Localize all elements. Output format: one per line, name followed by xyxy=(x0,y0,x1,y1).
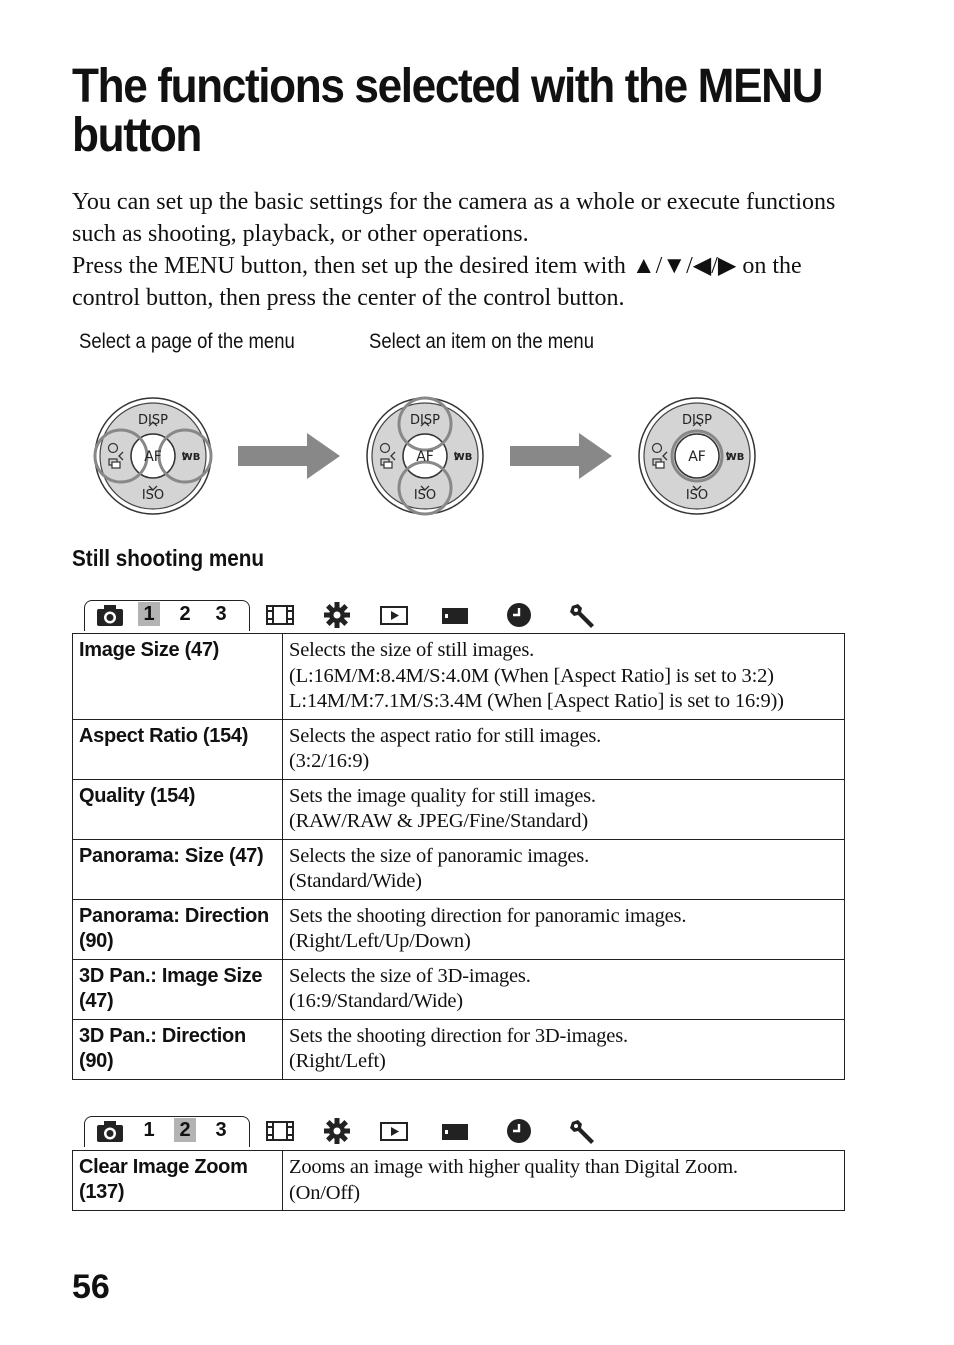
menu-item-name: Aspect Ratio (154) xyxy=(73,719,283,779)
table-row xyxy=(73,899,845,959)
dial-af-label: AF xyxy=(688,449,706,465)
menu-item-description: Sets the image quality for still images. (RAW/RAW & JPEG/Fine/Standard) xyxy=(283,779,845,839)
camera-icon xyxy=(94,1118,126,1144)
tab-page-3: 3 xyxy=(215,1119,227,1141)
table-row xyxy=(73,959,845,1019)
dial-disp-label: DISP xyxy=(682,413,712,428)
clock-icon xyxy=(504,602,534,628)
dial-wb-label: WB xyxy=(725,452,745,463)
dial-iso-label: ISO xyxy=(141,488,165,503)
arrow-right-icon xyxy=(238,433,340,479)
menu-item-description: Selects the size of 3D-images. (16:9/Standard/Wide) xyxy=(283,959,845,1019)
menu-item-name: Panorama: Size (47) xyxy=(73,839,283,899)
menu-item-name: Image Size (47) xyxy=(73,634,283,720)
arrow-right-icon xyxy=(510,433,612,479)
menu-item-name: Panorama: Direction (90) xyxy=(73,899,283,959)
tab-page-1: 1 xyxy=(143,1119,155,1141)
dial-wb-label: WB xyxy=(181,452,201,463)
menu-item-description: Sets the shooting direction for panoramic images. (Right/Left/Up/Down) xyxy=(283,899,845,959)
clock-icon xyxy=(504,1118,534,1144)
wrench-icon xyxy=(568,602,598,630)
gear-icon xyxy=(322,602,352,628)
dial-wb-label: WB xyxy=(453,452,473,463)
camera-icon xyxy=(94,602,126,628)
menu-item-description: Selects the size of panoramic images. (Standard/Wide) xyxy=(283,839,845,899)
memory-card-icon xyxy=(439,1118,471,1144)
intro-paragraph-2: Press the MENU button, then set up the desired item with ▲/▼/◀/▶ on the control button, then press the center of the control button. xyxy=(72,253,802,311)
tab-page-3: 3 xyxy=(215,603,227,625)
menu-item-description: Selects the size of still images. (L:16M/M:8.4M/S:4.0M (When [Aspect Ratio] is set to 3:2) L:14M/M:7.1M/S:3.4M (When [Aspect Ratio] is set to 16:9)) xyxy=(283,634,845,720)
page-title: The functions selected with the MENU button xyxy=(72,60,823,162)
caption-select-item: Select an item on the menu xyxy=(369,330,594,353)
dial-left-right xyxy=(95,398,211,514)
memory-card-icon xyxy=(439,602,471,628)
dial-af-label: AF xyxy=(416,449,434,465)
dial-disp-label: DISP xyxy=(410,413,440,428)
tab-page-2: 2 xyxy=(179,603,191,625)
playback-icon xyxy=(379,602,409,628)
intro-text xyxy=(72,186,862,314)
menu-item-description: Zooms an image with higher quality than Digital Zoom. (On/Off) xyxy=(283,1151,845,1211)
section-title: Still shooting menu xyxy=(72,545,265,571)
menu-item-name: 3D Pan.: Direction (90) xyxy=(73,1019,283,1079)
tab-page-1: 1 xyxy=(138,602,160,626)
gear-icon xyxy=(322,1118,352,1144)
wrench-icon xyxy=(568,1118,598,1146)
dial-af-label: AF xyxy=(144,449,162,465)
movie-icon xyxy=(264,602,296,628)
dial-center xyxy=(639,398,755,514)
table-row xyxy=(73,1019,845,1079)
menu-item-name: 3D Pan.: Image Size (47) xyxy=(73,959,283,1019)
menu-item-name: Quality (154) xyxy=(73,779,283,839)
menu-tab-bar-page-1 xyxy=(84,598,624,632)
table-row xyxy=(73,1151,845,1211)
caption-select-page: Select a page of the menu xyxy=(79,330,295,353)
menu-item-name: Clear Image Zoom (137) xyxy=(73,1151,283,1211)
table-row xyxy=(73,779,845,839)
page-number: 56 xyxy=(72,1268,110,1306)
dial-iso-label: ISO xyxy=(685,488,709,503)
still-shooting-menu-table-page-2 xyxy=(72,1150,845,1211)
menu-item-description: Selects the aspect ratio for still images. (3:2/16:9) xyxy=(283,719,845,779)
movie-icon xyxy=(264,1118,296,1144)
control-button-diagram xyxy=(80,385,770,527)
intro-paragraph-1: You can set up the basic settings for the camera as a whole or execute functions such as shooting, playback, or other operations. xyxy=(72,189,836,247)
table-row xyxy=(73,634,845,720)
table-row xyxy=(73,719,845,779)
playback-icon xyxy=(379,1118,409,1144)
dial-disp-label: DISP xyxy=(138,413,168,428)
table-row xyxy=(73,839,845,899)
menu-item-description: Sets the shooting direction for 3D-images. (Right/Left) xyxy=(283,1019,845,1079)
dial-iso-label: ISO xyxy=(413,488,437,503)
tab-page-2: 2 xyxy=(174,1118,196,1142)
dial-up-down xyxy=(367,398,483,514)
menu-tab-bar-page-2 xyxy=(84,1114,624,1148)
still-shooting-menu-table-page-1 xyxy=(72,633,845,1080)
